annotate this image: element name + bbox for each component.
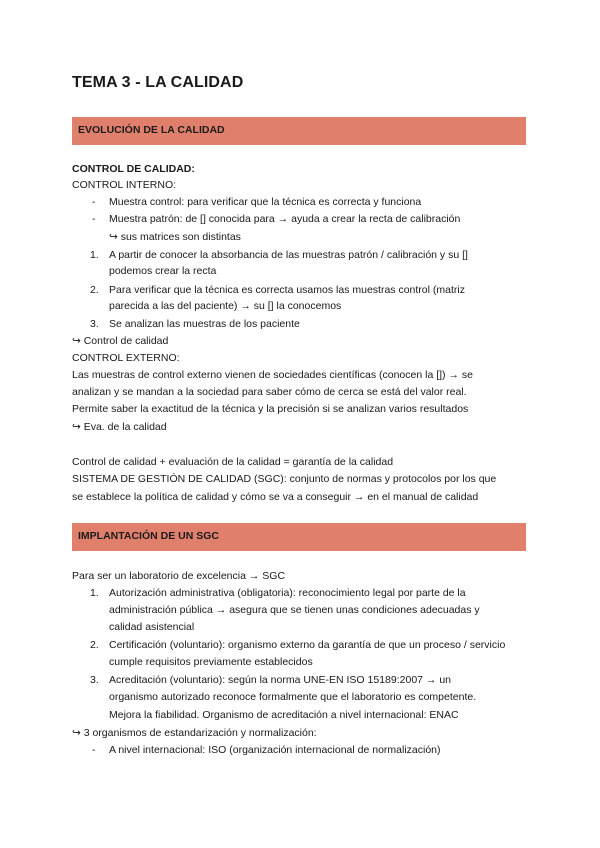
control-heading: CONTROL DE CALIDAD: <box>72 163 195 175</box>
list-item: Para verificar que la técnica es correcta usamos las muestras control (matriz <box>109 284 465 296</box>
list-item: Autorización administrativa (obligatoria): reconocimiento legal por parte de la <box>109 587 466 599</box>
bullet-dash: - <box>92 213 96 225</box>
list-item: Certificación (voluntario): organismo externo da garantía de que un proceso / servicio <box>109 639 506 651</box>
interno-label: CONTROL INTERNO: <box>72 179 177 191</box>
list-number: 2. <box>90 639 99 651</box>
list-item: Muestra patrón: de [] conocida para → ayuda a crear la recta de calibración <box>109 213 461 225</box>
paragraph-line: SISTEMA DE GESTIÓN DE CALIDAD (SGC): conjunto de normas y protocolos por los que <box>72 473 497 485</box>
formula-line: Control de calidad + evaluación de la calidad = garantía de la calidad <box>72 456 394 468</box>
section-banner-evolucion <box>72 117 526 145</box>
paragraph-line: Para ser un laboratorio de excelencia → SGC <box>72 570 286 582</box>
list-number: 1. <box>90 587 99 599</box>
paragraph-line: se establece la política de calidad y cómo se va a conseguir → en el manual de calidad <box>72 491 479 503</box>
list-item-cont: Mejora la fiabilidad. Organismo de acreditación a nivel internacional: ENAC <box>109 709 459 721</box>
bullet-dash: - <box>92 744 96 756</box>
section-heading: IMPLANTACIÓN DE UN SGC <box>78 530 219 542</box>
sub-note: ↪ sus matrices son distintas <box>109 231 241 243</box>
list-number: 3. <box>90 318 99 330</box>
list-item-cont: organismo autorizado reconoce formalmente que el laboratorio es competente. <box>109 691 477 703</box>
paragraph-line: analizan y se mandan a la sociedad para saber cómo de cerca se está del valor real. <box>72 386 467 398</box>
arrow-note: ↪ 3 organismos de estandarización y normalización: <box>72 727 317 739</box>
bullet-dash: - <box>92 196 96 208</box>
list-item: A nivel internacional: ISO (organización internacional de normalización) <box>109 744 441 756</box>
list-item-cont: podemos crear la recta <box>109 265 217 277</box>
page-title: TEMA 3 - LA CALIDAD <box>72 74 244 91</box>
list-item-cont: administración pública → asegura que se tienen unas condiciones adecuadas y <box>109 604 480 616</box>
arrow-note: ↪ Control de calidad <box>72 335 169 347</box>
list-item: Se analizan las muestras de los paciente <box>109 318 300 330</box>
externo-label: CONTROL EXTERNO: <box>72 352 180 364</box>
arrow-note: ↪ Eva. de la calidad <box>72 421 167 433</box>
list-item: A partir de conocer la absorbancia de las muestras patrón / calibración y su [] <box>109 249 468 261</box>
list-number: 2. <box>90 284 99 296</box>
list-item-cont: parecida a las del paciente) → su [] la conocemos <box>109 300 342 312</box>
section-banner-implantacion <box>72 523 526 551</box>
list-number: 3. <box>90 674 99 686</box>
list-number: 1. <box>90 249 99 261</box>
paragraph-line: Las muestras de control externo vienen de sociedades científicas (conocen la []) → se <box>72 369 473 381</box>
paragraph-line: Permite saber la exactitud de la técnica y la precisión si se analizan varios resultados <box>72 403 469 415</box>
list-item-cont: cumple requisitos previamente establecidos <box>109 656 313 668</box>
list-item: Acreditación (voluntario): según la norma UNE-EN ISO 15189:2007 → un <box>109 674 452 686</box>
section-heading: EVOLUCIÓN DE LA CALIDAD <box>78 124 225 136</box>
list-item-cont: calidad asistencial <box>109 621 195 633</box>
list-item: Muestra control: para verificar que la técnica es correcta y funciona <box>109 196 422 208</box>
